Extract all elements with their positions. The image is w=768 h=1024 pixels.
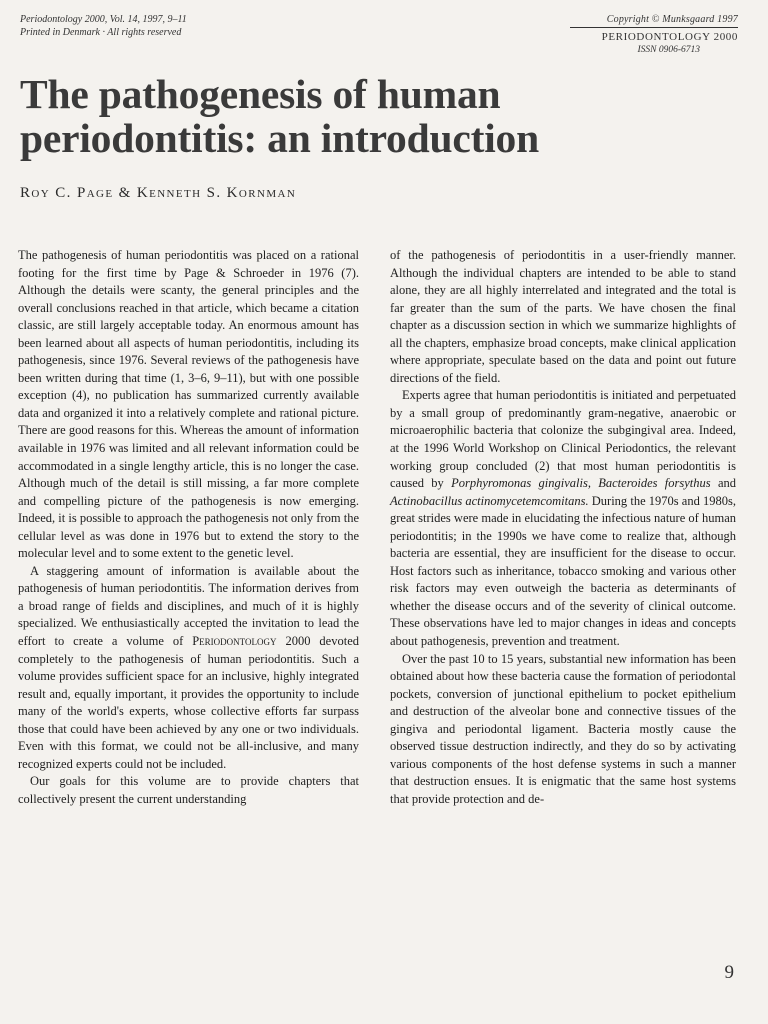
citation-line-1: Periodontology 2000, Vol. 14, 1997, 9–11 [20, 14, 187, 25]
text-run: devoted completely to the pathogenesis of human periodontitis. Such a volume provides sufficient space for an inclusive, highly integrated result and, equally important, it provides the opportunity to include many of the world's experts, whose collective efforts far surpass those that could have been achieved by any one or two individuals. Even with this format, we could not be all-inclusive, and many recognized experts could not be included. [18, 634, 359, 771]
citation-block [20, 13, 187, 39]
header-rule [570, 27, 738, 28]
text-run: During the 1970s and 1980s, great strides were made in elucidating the infectious nature of human periodontitis; in the 1990s we have come to realize that, although bacteria are essential, they are insufficient for the disease to occur. Host factors such as inheritance, tobacco smoking and various other risk factors may even outweigh the bacteria as determinants of whether the disease occurs and of the severity of clinical outcome. These observations have led to major changes in ideas and concepts about pathogenesis, prevention and treatment. [390, 493, 737, 649]
paragraph: Over the past 10 to 15 years, substantial new information has been obtained about how these bacteria cause the formation of periodontal pockets, conversion of junctional epithelium to pocket epithelium and destruction of the alveolar bone and connective tissues of the gingiva and periodontal ligament. Bacteria mostly cause the observed tissue destruction indirectly, and they do so by activating various components of the host defense systems in such a manner that destruction ensues. It is enigmatic that the same host systems that provide protection and de- [390, 651, 736, 806]
text-run: A staggering amount of information is available about the pathogenesis of human periodontitis. The information derives from a broad range of fields and disciplines, and much of it is highly specialized. We enthusiastically accepted the invitation to lead the effort to create a volume of [18, 563, 359, 649]
left-column [18, 247, 359, 809]
article-title [20, 72, 720, 160]
paragraph [390, 387, 736, 650]
journal-reference: Periodontology 2000 [192, 634, 311, 649]
journal-block [570, 14, 738, 55]
citation-line-2: Printed in Denmark · All rights reserved [20, 27, 182, 38]
paragraph: Our goals for this volume are to provide chapters that collectively present the current understanding [18, 774, 359, 806]
species-names: Actinobacillus actinomycetemcomitans. [390, 493, 589, 508]
paragraph [18, 563, 359, 774]
text-run: and [710, 476, 736, 491]
right-column [390, 247, 736, 809]
paragraph: of the pathogenesis of periodontitis in a user-friendly manner. Although the individual chapters are intended to be able to stand alone, they are all highly interrelated and integrated and the total is far greater than the sum of the parts. We have chosen the final chapter as a discussion section in which we summarize highlights of all the chapters, emphasize broad concepts, make clinical application where appropriate, speculate based on the data and point out future directions of the field. [390, 248, 736, 385]
issn: ISSN 0906-6713 [637, 45, 700, 55]
authors: Roy C. Page & Kenneth S. Kornman [20, 185, 297, 201]
species-names: Porphyromonas gingivalis, Bacteroides forsythus [451, 476, 711, 491]
title-line-1: The pathogenesis of human [20, 71, 501, 117]
journal-name: PERIODONTOLOGY 2000 [601, 31, 738, 43]
title-line-2: periodontitis: an introduction [20, 115, 539, 161]
paragraph: The pathogenesis of human periodontitis was placed on a rational footing for the first time by Page & Schroeder in 1976 (7). Although the details were scanty, the general principles and the overall conclusions reached in that article, which became a citation classic, are still largely acceptable today. An enormous amount has been learned about all aspects of human periodontitis, including its pathogenesis, since 1976. Several reviews of the pathogenesis have been written during that time (1, 3–6, 9–11), but with one possible exception (4), no publication has summarized currently available data and organized it into a relatively complete and rational picture. There are good reasons for this. Whereas the amount of information available in 1976 was limited and all relevant information could be accommodated in a single lengthy article, this is no longer the case. Although much of the detail is still missing, a far more complete and compelling picture of the pathogenesis is now emerging. Indeed, it is possible to approach the pathogenesis not only from the cellular level as was done in 1976 but to extend the story to the molecular level and to some extent to the genetic level. [18, 248, 359, 561]
text-run: Experts agree that human periodontitis is initiated and perpetuated by a small group of predominantly gram-negative, anaerobic or microaerophilic bacteria that colonize the subgingival area. Indeed, at the 1996 World Workshop on Clinical Periodontics, the relevant working group concluded (2) that most human periodontitis is caused by [390, 388, 736, 491]
copyright-notice: Copyright © Munksgaard 1997 [606, 14, 738, 25]
page-number: 9 [724, 962, 734, 983]
